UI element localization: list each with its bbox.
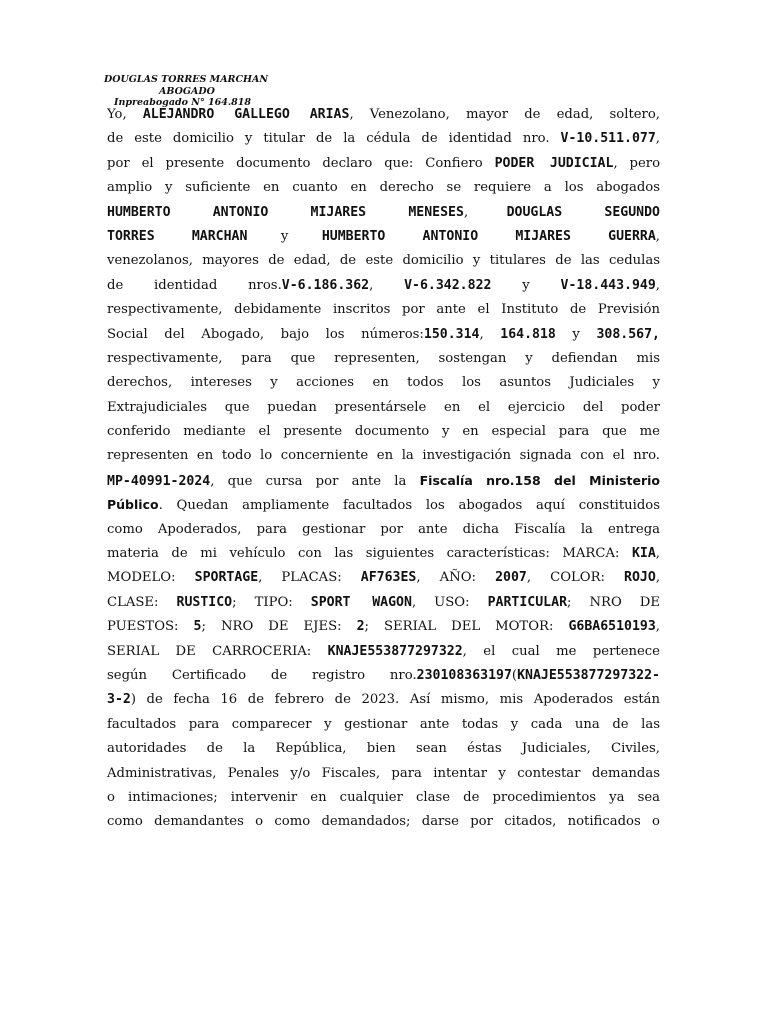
document-line <box>107 542 660 566</box>
lawyer-name: DOUGLAS TORRES MARCHAN <box>104 74 269 85</box>
bold-text: PODER JUDICIAL <box>494 155 614 171</box>
document-line <box>107 566 660 590</box>
power-of-attorney-body <box>107 103 660 835</box>
document-line <box>107 249 660 273</box>
bold-text: SPORTAGE <box>194 570 259 586</box>
bold-text: Fiscalía nro.158 del Ministerio <box>419 472 660 488</box>
bold-text: ROJO <box>624 570 656 586</box>
text-run: amplio y suficiente en cuanto en derecho se requiere a los abogados <box>107 180 660 196</box>
document-line <box>107 323 660 347</box>
text-run: y <box>247 228 322 244</box>
document-line <box>107 640 660 664</box>
bold-text: MP-40991-2024 <box>107 473 211 489</box>
document-line <box>107 469 660 493</box>
document-line <box>107 298 660 322</box>
text-run: , <box>655 570 661 586</box>
document-line <box>107 737 660 761</box>
text-run: Extrajudiciales que puedan presentársele en el ejercicio del poder <box>107 399 660 415</box>
document-line <box>107 371 660 395</box>
bold-text: DOUGLAS SEGUNDO <box>506 204 660 220</box>
text-run: , <box>369 277 405 293</box>
document-line <box>107 688 660 712</box>
bold-text: 2007 <box>495 570 527 586</box>
bold-text: V-10.511.077 <box>560 131 656 147</box>
document-line <box>107 444 660 468</box>
bold-text: KNAJE553877297322- <box>517 667 660 683</box>
text-run: . Quedan ampliamente facultados los abogados aquí constituidos <box>158 498 660 514</box>
text-run: , <box>463 204 507 220</box>
bold-text: KNAJE553877297322 <box>327 643 463 659</box>
bold-text: 164.818 <box>500 326 556 342</box>
text-run: ) de fecha 16 de febrero de 2023. Así mismo, mis Apoderados están <box>130 692 660 708</box>
text-run: , <box>655 546 660 562</box>
document-line <box>107 786 660 810</box>
text-run: , USO: <box>411 594 488 610</box>
text-run: derechos, intereses y acciones en todos los asuntos Judiciales y <box>107 375 660 391</box>
bold-text: 2 <box>356 619 365 635</box>
document-line <box>107 420 660 444</box>
document-line <box>107 591 660 615</box>
text-run: Yo, <box>107 107 143 122</box>
bold-text: HUMBERTO ANTONIO MIJARES GUERRA <box>321 228 656 244</box>
bold-text: 230108363197 <box>416 667 512 683</box>
document-line <box>107 518 660 542</box>
document-line <box>107 713 660 737</box>
text-run: Administrativas, Penales y/o Fiscales, para intentar y contestar demandas <box>107 765 660 781</box>
document-line <box>107 347 660 371</box>
lawyer-registration: Inpreabogado N° 164.818 <box>114 97 251 108</box>
bold-text: 308.567, <box>596 326 660 342</box>
text-run: según Certificado de registro nro. <box>107 667 417 683</box>
document-line <box>107 127 660 151</box>
text-run: facultados para comparecer y gestionar ante todas y cada una de las <box>107 716 660 732</box>
text-run: representen en todo lo concerniente en la investigación signada con el nro. <box>107 448 660 464</box>
text-run: materia de mi vehículo con las siguientes características: MARCA: <box>107 546 632 562</box>
text-run: ; NRO DE EJES: <box>201 619 357 635</box>
text-run: PUESTOS: <box>107 619 194 635</box>
document-line <box>107 615 660 639</box>
lawyer-title: ABOGADO <box>159 85 215 97</box>
text-run: o intimaciones; intervenir en cualquier clase de procedimientos ya sea <box>107 789 660 805</box>
text-run: , <box>655 228 660 244</box>
text-run: respectivamente, para que representen, sostengan y defiendan mis <box>107 350 660 366</box>
text-run: MODELO: <box>107 570 195 586</box>
text-run: , el cual me pertenece <box>462 643 660 659</box>
text-run: , <box>655 277 660 293</box>
text-run: ( <box>511 667 518 683</box>
document-line <box>107 201 660 225</box>
bold-text: TORRES MARCHAN <box>107 228 248 244</box>
text-run: como demandantes o como demandados; darse por citados, notificados o <box>107 814 660 830</box>
bold-text: RUSTICO <box>176 594 233 610</box>
text-run: , que cursa por ante la <box>210 473 420 489</box>
text-run: respectivamente, debidamente inscritos por ante el Instituto de Previsión <box>107 302 660 318</box>
bold-text: ALEJANDRO GALLEGO ARIAS <box>142 107 350 122</box>
text-run: y <box>491 277 561 293</box>
text-run: venezolanos, mayores de edad, de este domicilio y titulares de las cedulas <box>107 253 660 269</box>
document-line <box>107 225 660 249</box>
text-run: de este domicilio y titular de la cédula de identidad nro. <box>107 131 561 147</box>
text-run: conferido mediante el presente documento y en especial para que me <box>107 424 660 440</box>
text-run: , PLACAS: <box>258 570 361 586</box>
bold-text: SPORT WAGON <box>310 594 412 610</box>
bold-text: KIA <box>631 546 656 562</box>
document-line <box>107 493 660 517</box>
text-run: , <box>479 326 501 342</box>
bold-text: 5 <box>193 619 202 635</box>
text-run: Social del Abogado, bajo los números: <box>107 326 424 342</box>
text-run: y <box>555 326 597 342</box>
bold-text: AF763ES <box>360 570 417 586</box>
bold-text: V-6.186.362 <box>281 277 370 293</box>
text-run: de identidad nros. <box>107 277 282 293</box>
text-run: autoridades de la República, bien sean éstas Judiciales, Civiles, <box>107 741 660 757</box>
bold-text: V-6.342.822 <box>404 277 492 293</box>
text-run: , pero <box>613 155 661 171</box>
text-run: ; SERIAL DEL MOTOR: <box>364 619 569 635</box>
document-line <box>107 664 660 688</box>
bold-text: V-18.443.949 <box>560 277 656 293</box>
text-run: CLASE: <box>107 594 177 610</box>
text-run: , Venezolano, mayor de edad, soltero, <box>349 107 660 122</box>
document-line <box>107 396 660 420</box>
text-run: como Apoderados, para gestionar por ante dicha Fiscalía la entrega <box>107 521 660 537</box>
text-run: SERIAL DE CARROCERIA: <box>107 643 328 659</box>
text-run: por el presente documento declaro que: Confiero <box>107 155 495 171</box>
text-run: , AÑO: <box>416 570 496 586</box>
document-line <box>107 274 660 298</box>
bold-text: 3-2 <box>107 692 131 708</box>
text-run: , <box>655 131 660 147</box>
document-line <box>107 762 660 786</box>
bold-text: Público <box>107 497 159 513</box>
text-run: , COLOR: <box>526 570 625 586</box>
bold-text: 150.314 <box>423 326 480 342</box>
bold-text: PARTICULAR <box>487 594 568 610</box>
bold-text: G6BA6510193 <box>568 619 656 635</box>
bold-text: HUMBERTO ANTONIO MIJARES MENESES <box>107 204 464 220</box>
text-run: , <box>655 619 660 635</box>
document-line <box>107 176 660 200</box>
text-run: ; NRO DE <box>567 594 661 610</box>
text-run: ; TIPO: <box>232 594 311 610</box>
document-line <box>107 103 660 127</box>
document-line <box>107 810 660 834</box>
document-line <box>107 152 660 176</box>
